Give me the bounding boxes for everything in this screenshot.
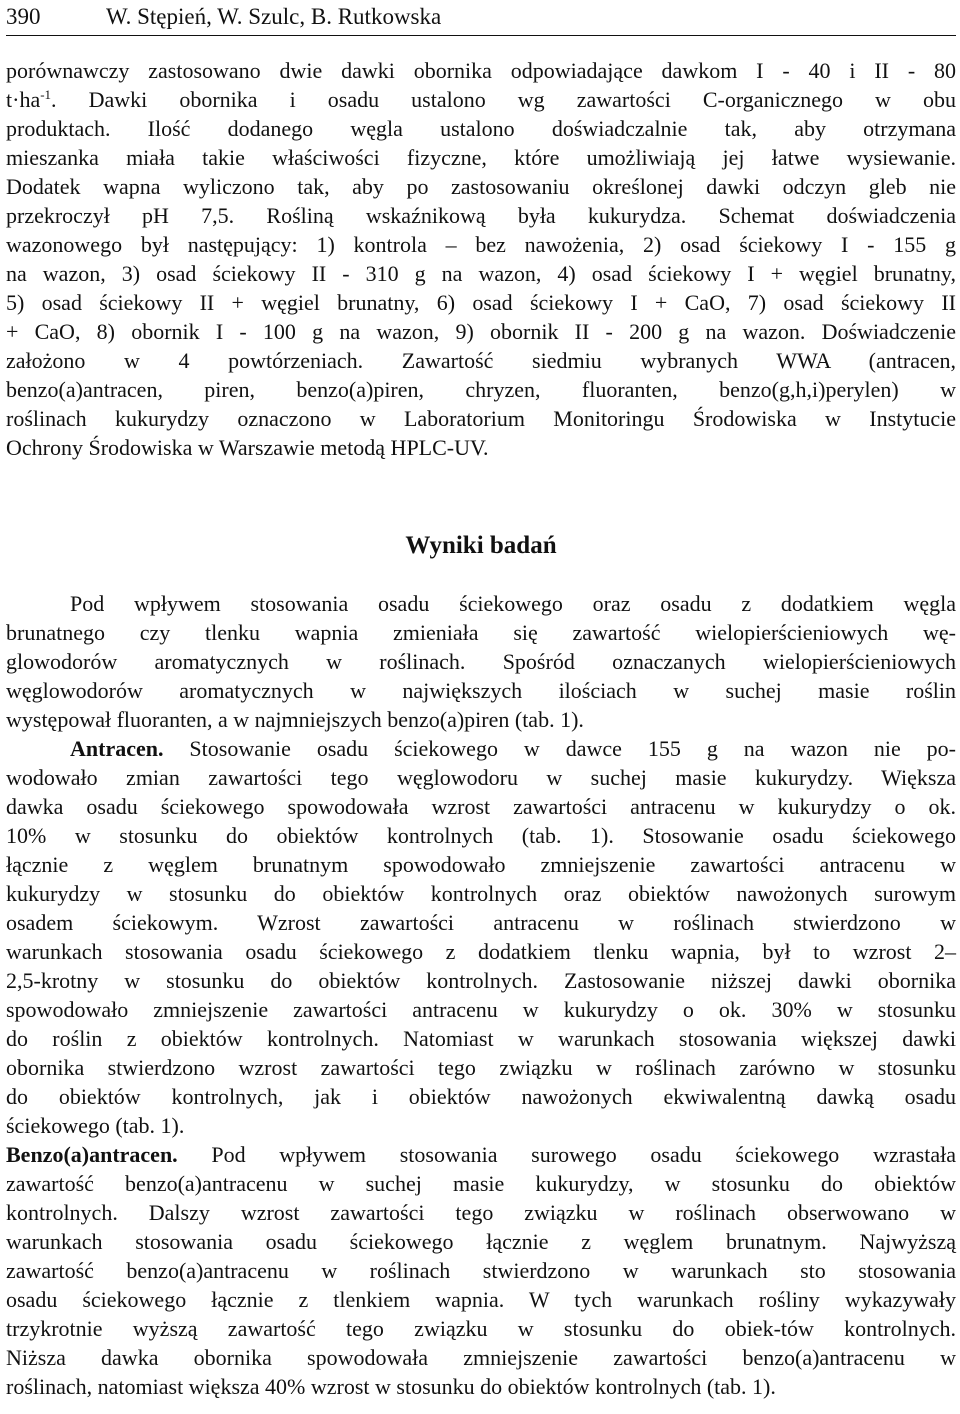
text-line: łącznie z węglem brunatnym spowodowało zmniejszenie zawartości antracenu w — [6, 852, 956, 877]
text-line: kukurydzy w stosunku do obiektów kontrolnych oraz obiektów nawożonych surowym — [6, 881, 956, 906]
text-line: mieszanka miała takie właściwości fizyczne, które umożliwiają jej łatwe wysiewanie. — [6, 145, 956, 170]
text-line: ściekowego (tab. 1). — [6, 1113, 185, 1138]
text-line: do obiektów kontrolnych, jak i obiektów nawożonych ekwiwalentną dawką osadu — [6, 1084, 956, 1109]
text-line: zawartość benzo(a)antracenu w suchej masie kukurydzy, w stosunku do obiektów — [6, 1171, 956, 1196]
text-line: porównawczy zastosowano dwie dawki obornika odpowiadające dawkom I - 40 i II - 80 — [6, 58, 956, 83]
text-line: roślinach kukurydzy oznaczono w Laboratorium Monitoringu Środowiska w Instytucie — [6, 406, 956, 431]
text-line: Niższa dawka obornika spowodowała zmniejszenie zawartości benzo(a)antracenu w — [6, 1345, 956, 1370]
text-line: produktach. Ilość dodanego węgla ustalono doświadczalnie tak, aby otrzymana — [6, 116, 956, 141]
text-line: warunkach stosowania osadu ściekowego z dodatkiem tlenku wapnia, był to wzrost 2– — [6, 939, 956, 964]
text-line: kontrolnych. Dalszy wzrost zawartości tego związku w roślinach obserwowano w — [6, 1200, 956, 1225]
header-divider — [6, 35, 956, 36]
text-line: glowodorów aromatycznych w roślinach. Spośród oznaczanych wielopierścieniowych — [6, 649, 956, 674]
antracen-heading: Antracen. — [70, 736, 164, 761]
text-line: występował fluoranten, a w najmniejszych benzo(a)piren (tab. 1). — [6, 707, 584, 732]
text-line: wazonowego był następujący: 1) kontrola – bez nawożenia, 2) osad ściekowy I - 155 g — [6, 232, 956, 257]
text-line: warunkach stosowania osadu ściekowego łącznie z węglem brunatnym. Najwyższą — [6, 1229, 956, 1254]
text-line: Ochrony Środowiska w Warszawie metodą HPLC-UV. — [6, 435, 489, 460]
text-line: do roślin z obiektów kontrolnych. Natomiast w warunkach stosowania większej dawki — [6, 1026, 956, 1051]
text-line: Dodatek wapna wyliczono tak, aby po zastosowaniu określonej dawki odczyn gleb nie — [6, 174, 956, 199]
text-line: przekroczył pH 7,5. Rośliną wskaźnikową była kukurydza. Schemat doświadczenia — [6, 203, 956, 228]
running-header — [6, 2, 956, 32]
text-line: spowodowało zmniejszenie zawartości antracenu w kukurydzy o ok. 30% w stosunku — [6, 997, 956, 1022]
text-line: węglowodorów aromatycznych w największych ilościach w suchej masie roślin — [6, 678, 956, 703]
text-line: Benzo(a)antracen. Pod wpływem stosowania surowego osadu ściekowego wzrastała — [6, 1142, 956, 1167]
text-line: brunatnego czy tlenku wapnia zmieniała się zawartość wielopierścieniowych wę- — [6, 620, 956, 645]
text-line: dawka osadu ściekowego spowodowała wzrost zawartości antracenu w kukurydzy o ok. — [6, 794, 956, 819]
page-number: 390 — [6, 4, 41, 29]
results-text — [6, 589, 956, 1401]
text-line: roślinach, natomiast większa 40% wzrost w stosunku do obiektów kontrolnych (tab. 1). — [6, 1374, 776, 1399]
text-line: 5) osad ściekowy II + węgiel brunatny, 6) osad ściekowy I + CaO, 7) osad ściekowy II — [6, 290, 956, 315]
methods-paragraph — [6, 56, 956, 462]
text-line: osadem ściekowym. Wzrost zawartości antracenu w roślinach stwierdzono w — [6, 910, 956, 935]
text-line: założono w 4 powtórzeniach. Zawartość siedmiu wybranych WWA (antracen, — [6, 348, 956, 373]
text-line: benzo(a)antracen, piren, benzo(a)piren, chryzen, fluoranten, benzo(g,h,i)perylen) w — [6, 377, 956, 402]
header-authors: W. Stępień, W. Szulc, B. Rutkowska — [106, 4, 442, 29]
text-line: obornika stwierdzono wzrost zawartości tego związku w roślinach zarówno w stosunku — [6, 1055, 956, 1080]
text-line: na wazon, 3) osad ściekowy II - 310 g na wazon, 4) osad ściekowy I + węgiel brunatny, — [6, 261, 956, 286]
text-line: trzykrotnie wyższą zawartość tego związku w stosunku do obiek-tów kontrolnych. — [6, 1316, 956, 1341]
text-line: 10% w stosunku do obiektów kontrolnych (tab. 1). Stosowanie osadu ściekowego — [6, 823, 956, 848]
text-line: + CaO, 8) obornik I - 100 g na wazon, 9) obornik II - 200 g na wazon. Doświadczenie — [6, 319, 956, 344]
benzo-a-antracen-heading: Benzo(a)antracen. — [6, 1142, 178, 1167]
text-line: zawartość benzo(a)antracenu w roślinach stwierdzono w warunkach sto stosowania — [6, 1258, 956, 1283]
text-line: wodowało zmian zawartości tego węglowodoru w suchej masie kukurydzy. Większa — [6, 765, 956, 790]
text-line: osadu ściekowego łącznie z tlenkiem wapnia. W tych warunkach rośliny wykazywały — [6, 1287, 956, 1312]
text-line: Pod wpływem stosowania osadu ściekowego oraz osadu z dodatkiem węgla — [70, 591, 956, 616]
text-line: Antracen. Stosowanie osadu ściekowego w dawce 155 g na wazon nie po- — [70, 736, 956, 761]
text-line: 2,5-krotny w stosunku do obiektów kontrolnych. Zastosowanie niższej dawki obornika — [6, 968, 956, 993]
section-title: Wyniki badań — [405, 532, 557, 559]
text-line: $t\cdot ha^{-1}$. Dawki obornika i osadu ustalono wg zawartości C-organicznego w obu — [6, 87, 956, 112]
superscript: -1 — [40, 87, 52, 102]
